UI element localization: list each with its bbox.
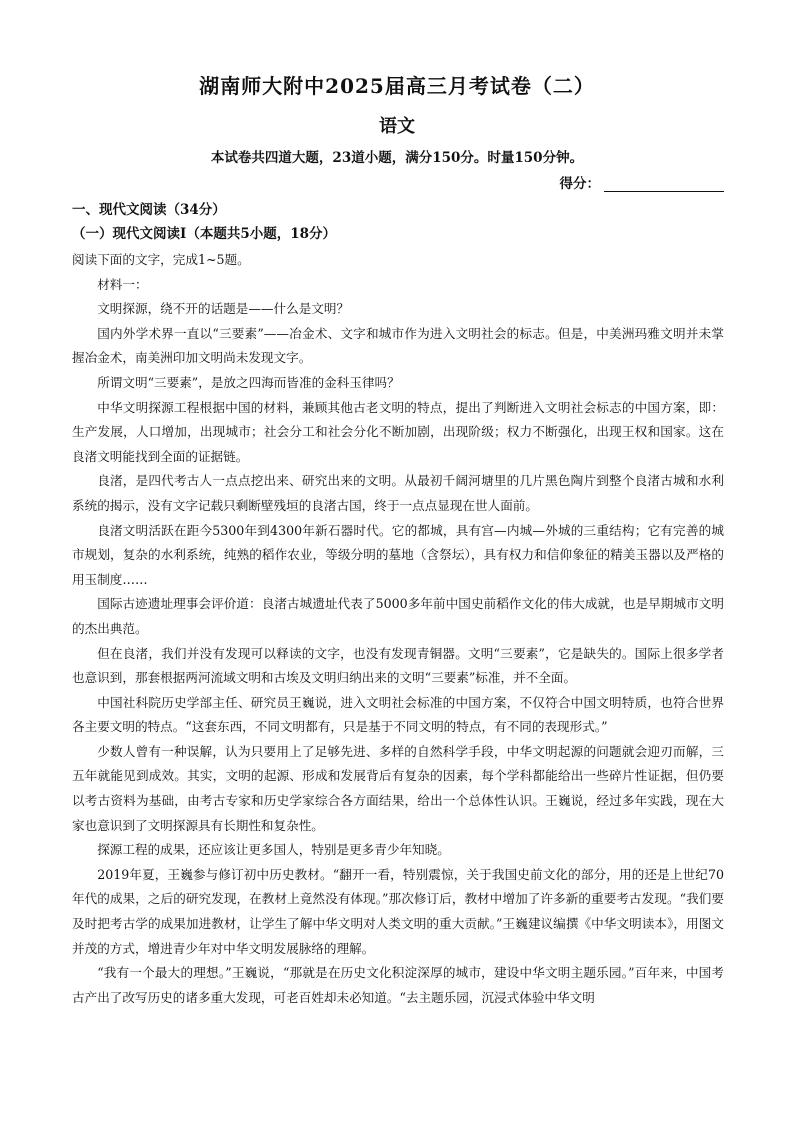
exam-title: 湖南师大附中2025届高三月考试卷（二）: [199, 74, 595, 98]
passage-paragraph: 探源工程的成果，还应该让更多国人，特别是更多青少年知晓。: [97, 842, 450, 858]
passage-paragraph: 少数人曾有一种误解，认为只要用上了足够先进、多样的自然科学手段，中华文明起源的问题就会迎刃而解，三五年就能见到成效。其实，文明的起源、形成和发展背后有复杂的因素，每个学科都能给出一些碎片性证据，但仍要以考古资料为基础，由考古专家和历史学家综合各方面结果，给出一个总体性认识。王巍说，经过多年实践，现在大家也意识到了文明探源具有长期性和复杂性。: [72, 743, 724, 833]
passage-paragraph: 良渚，是四代考古人一点点挖出来、研究出来的文明。从最初千阔河塘里的几片黑色陶片到整个良渚古城和水利系统的揭示，没有文字记载只剩断壁残垣的良渚古国，终于一点点显现在世人面前。: [72, 473, 724, 513]
passage-paragraph: 所谓文明“三要素”，是放之四海而皆准的金科玉律吗？: [97, 374, 400, 390]
subject-title: 语文: [379, 116, 415, 137]
score-label: 得分：: [559, 176, 600, 192]
score-field: [560, 172, 725, 192]
passage-paragraph: 良渚文明活跃在距今5300年到4300年新石器时代。它的都城，具有宫—内城—外城的三重结构；它有完善的城市规划，复杂的水利系统，纯熟的稻作农业，等级分明的墓地（含祭坛），具有权力和信仰象征的精美玉器以及严格的用玉制度……: [72, 522, 724, 587]
section-heading: 一、现代文阅读（34分）: [72, 202, 226, 218]
passage-paragraph: 但在良渚，我们并没有发现可以释读的文字，也没有发现青铜器。文明“三要素”，它是缺失的。国际上很多学者也意识到，那套根据两河流域文明和古埃及文明归纳出来的文明“三要素”标准，并不全面。: [72, 645, 724, 686]
sub-section-heading: （一）现代文阅读Ⅰ（本题共5小题，18分）: [72, 226, 336, 242]
reading-instruction: 阅读下面的文字，完成1~5题。: [72, 252, 250, 267]
passage-paragraph: 材料一：: [97, 276, 148, 292]
passage-paragraph: 国内外学术界一直以“三要素”——冶金术、文字和城市作为进入文明社会的标志。但是，中美洲玛雅文明并未掌握冶金术，南美洲印加文明尚未发现文字。: [72, 325, 724, 366]
passage-paragraph: 文明探源，绕不开的话题是——什么是文明？: [97, 301, 350, 317]
passage-paragraph: “我有一个最大的理想。”王巍说，“那就是在历史文化积淀深厚的城市，建设中华文明主题乐园。”百年来，中国考古产出了改写历史的诸多重大发现，可老百姓却未必知道。“去主题乐园，沉浸式体验中华文明: [72, 965, 724, 1005]
reading-passage: [72, 248, 724, 1010]
exam-notice: 本试卷共四道大题，23道小题，满分150分。时量150分钟。: [210, 150, 584, 166]
passage-paragraph: 2019年夏，王巍参与修订初中历史教材。“翻开一看，特别震惊，关于我国史前文化的部分，用的还是上世纪70年代的成果，之后的研究发现，在教材上竟然没有体现。”那次修订后，教材中增加了许多新的重要考古发现。“我们要及时把考古学的成果加进教材，让学生了解中华文明对人类文明的重大贡献。”王巍建议编撰《中华文明读本》，用图文并茂的方式，增进青少年对中华文明发展脉络的理解。: [72, 866, 724, 956]
passage-paragraph: 国际古迹遗址理事会评价道：良渚古城遗址代表了5000多年前中国史前稻作文化的伟大成就，也是早期城市文明的杰出典范。: [72, 596, 724, 636]
passage-paragraph: 中华文明探源工程根据中国的材料，兼顾其他古老文明的特点，提出了判断进入文明社会标志的中国方案，即：生产发展，人口增加，出现城市；社会分工和社会分化不断加剧，出现阶级；权力不断强化，出现王权和国家。这在良渚文明能找到全面的证据链。: [72, 399, 724, 464]
passage-paragraph: 中国社科院历史学部主任、研究员王巍说，进入文明社会标准的中国方案，不仅符合中国文明特质，也符合世界各主要文明的特点。“这套东西，不同文明都有，只是基于不同文明的特点，有不同的表现形式。”: [72, 694, 724, 735]
score-blank-line: [604, 177, 724, 192]
